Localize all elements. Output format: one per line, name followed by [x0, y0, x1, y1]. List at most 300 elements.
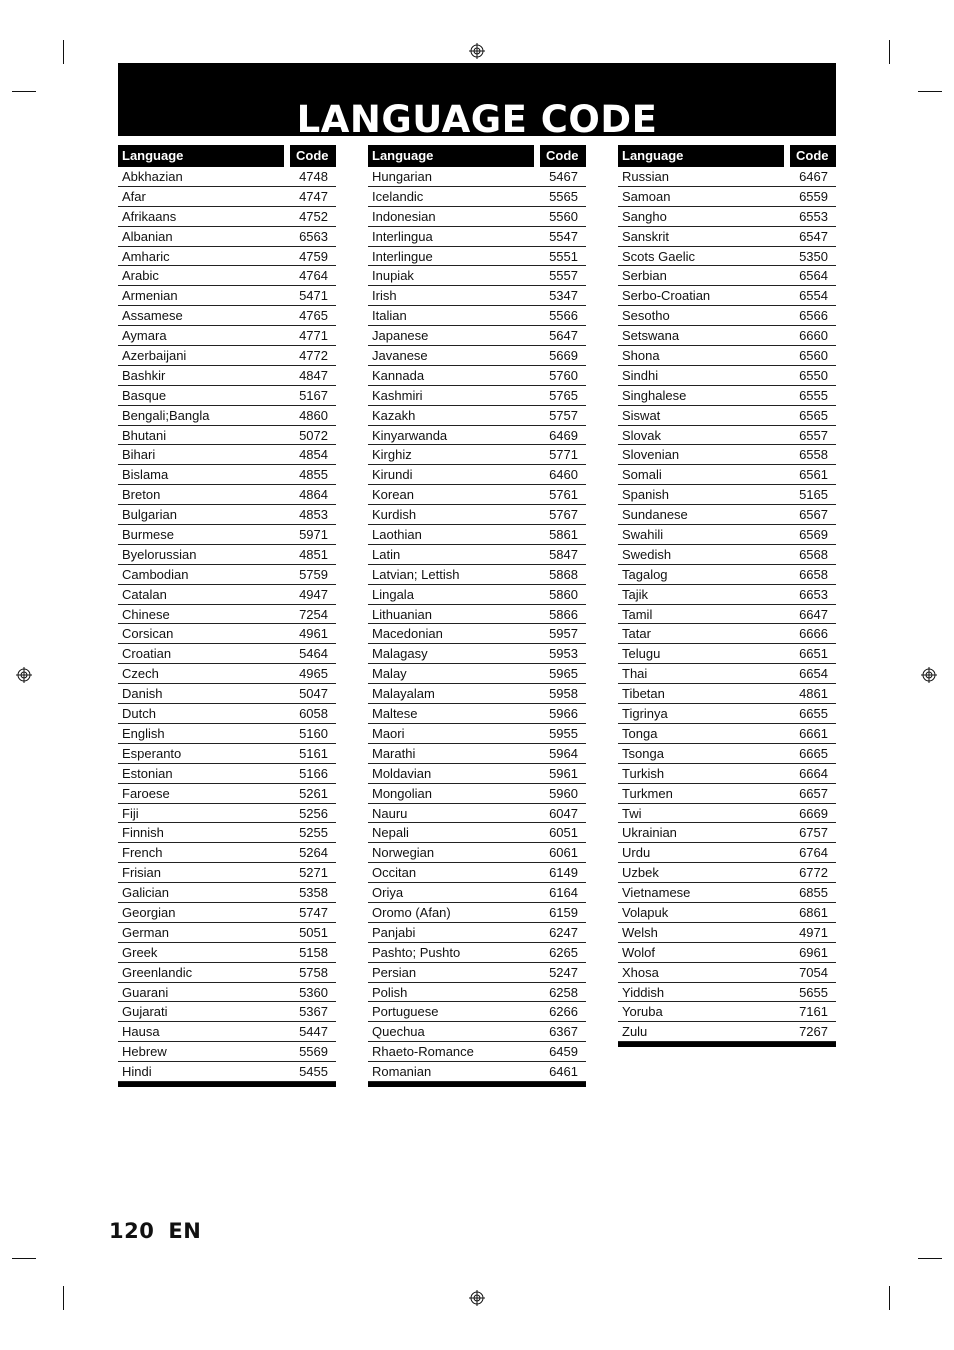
- table-row: [618, 823, 836, 843]
- language-code: 7267: [799, 1024, 828, 1040]
- table-row: [118, 406, 336, 426]
- language-name: Macedonian: [372, 626, 443, 642]
- language-code: 6061: [549, 845, 578, 861]
- language-code: 6658: [799, 566, 828, 582]
- table-row: [368, 426, 586, 446]
- language-name: Malay: [372, 666, 407, 682]
- registration-mark-icon: [469, 1290, 485, 1306]
- language-code: 6258: [549, 984, 578, 1000]
- language-name: German: [122, 924, 169, 940]
- language-name: Xhosa: [622, 964, 659, 980]
- language-code: 5247: [549, 964, 578, 980]
- language-code: 5471: [299, 288, 328, 304]
- language-code: 5860: [549, 586, 578, 602]
- table-row: [368, 923, 586, 943]
- language-code: 5669: [549, 348, 578, 364]
- table-row: [368, 644, 586, 664]
- language-name: Czech: [122, 666, 159, 682]
- language-code: 5964: [549, 745, 578, 761]
- table-row: [368, 306, 586, 326]
- registration-mark-icon: [921, 667, 937, 683]
- language-code: 5765: [549, 387, 578, 403]
- language-code: 6558: [799, 447, 828, 463]
- registration-mark-icon: [469, 43, 485, 59]
- language-code: 5264: [299, 845, 328, 861]
- header-code: Code: [790, 145, 836, 167]
- language-code: 6164: [549, 885, 578, 901]
- language-name: Azerbaijani: [122, 348, 187, 364]
- language-code: 5551: [549, 248, 578, 264]
- language-code: 6047: [549, 805, 578, 821]
- language-name: Moldavian: [372, 765, 432, 781]
- table-row: [118, 664, 336, 684]
- language-name: Welsh: [622, 924, 658, 940]
- table-row: [368, 1022, 586, 1042]
- table-row: [368, 167, 586, 187]
- table-row: [618, 485, 836, 505]
- language-name: Romanian: [372, 1064, 432, 1080]
- language-name: Byelorussian: [122, 546, 197, 562]
- language-name: Serbo-Croatian: [622, 288, 711, 304]
- language-name: Indonesian: [372, 208, 436, 224]
- header-code: Code: [540, 145, 586, 167]
- language-code: 5847: [549, 546, 578, 562]
- table-row: [118, 744, 336, 764]
- language-name: Inupiak: [372, 268, 414, 284]
- table-row: [368, 465, 586, 485]
- language-code: 4855: [299, 467, 328, 483]
- language-code: 5747: [299, 904, 328, 920]
- language-code: 6564: [799, 268, 828, 284]
- table-row: [118, 1002, 336, 1022]
- table-row: [118, 883, 336, 903]
- language-code: 4765: [299, 308, 328, 324]
- language-code: 5566: [549, 308, 578, 324]
- table-row: [118, 585, 336, 605]
- language-name: Singhalese: [622, 387, 687, 403]
- language-name: Breton: [122, 487, 161, 503]
- language-code: 6661: [799, 725, 828, 741]
- language-code: 6051: [549, 825, 578, 841]
- page-title: LANGUAGE CODE: [296, 98, 658, 141]
- crop-mark: [12, 1258, 36, 1259]
- language-name: Norwegian: [372, 845, 435, 861]
- language-code: 5757: [549, 407, 578, 423]
- table-row: [118, 784, 336, 804]
- table-row: [368, 943, 586, 963]
- language-name: Bengali;Bangla: [122, 407, 210, 423]
- language-name: Serbian: [622, 268, 667, 284]
- language-code: 6657: [799, 785, 828, 801]
- language-code: 5560: [549, 208, 578, 224]
- table-row: [118, 286, 336, 306]
- crop-mark: [918, 1258, 942, 1259]
- table-row: [618, 804, 836, 824]
- table-row: [118, 624, 336, 644]
- language-name: Armenian: [122, 288, 178, 304]
- crop-mark: [889, 40, 890, 64]
- language-code: 4861: [799, 686, 828, 702]
- language-name: Spanish: [622, 487, 669, 503]
- table-row: [618, 306, 836, 326]
- language-code: 7054: [799, 964, 828, 980]
- language-name: Laothian: [372, 527, 422, 543]
- language-name: Bislama: [122, 467, 169, 483]
- language-code: 5760: [549, 367, 578, 383]
- language-name: Interlingua: [372, 228, 433, 244]
- table-row: [118, 804, 336, 824]
- language-name: Amharic: [122, 248, 170, 264]
- language-name: Marathi: [372, 745, 416, 761]
- language-name: Pashto; Pushto: [372, 944, 461, 960]
- language-code: 6550: [799, 367, 828, 383]
- table-row: [618, 724, 836, 744]
- language-code: 6568: [799, 546, 828, 562]
- language-code: 6555: [799, 387, 828, 403]
- language-code: 4860: [299, 407, 328, 423]
- table-row: [618, 764, 836, 784]
- language-code: 6565: [799, 407, 828, 423]
- table-row: [618, 843, 836, 863]
- language-name: Yoruba: [622, 1004, 663, 1020]
- table-row: [618, 644, 836, 664]
- language-name: Tatar: [622, 626, 651, 642]
- crop-mark: [63, 1286, 64, 1310]
- table-row: [618, 207, 836, 227]
- language-code: 7161: [799, 1004, 828, 1020]
- table-row: [118, 823, 336, 843]
- table-header: [618, 145, 836, 167]
- table-row: [368, 823, 586, 843]
- table-row: [618, 247, 836, 267]
- table-row: [368, 485, 586, 505]
- language-name: Hebrew: [122, 1044, 167, 1060]
- language-name: Malagasy: [372, 646, 428, 662]
- table-row: [618, 684, 836, 704]
- table-row: [118, 386, 336, 406]
- table-row: [368, 266, 586, 286]
- language-name: Bhutani: [122, 427, 167, 443]
- language-name: Somali: [622, 467, 662, 483]
- language-name: Estonian: [122, 765, 173, 781]
- language-name: Cambodian: [122, 566, 189, 582]
- language-name: Oriya: [372, 885, 404, 901]
- language-code: 5866: [549, 606, 578, 622]
- table-row: [118, 505, 336, 525]
- language-name: Basque: [122, 387, 167, 403]
- language-name: Corsican: [122, 626, 174, 642]
- table-row: [368, 684, 586, 704]
- language-name: Tonga: [622, 725, 658, 741]
- table-row: [368, 903, 586, 923]
- language-name: Kurdish: [372, 507, 417, 523]
- language-name: Catalan: [122, 586, 167, 602]
- table-row: [118, 843, 336, 863]
- language-code: 5051: [299, 924, 328, 940]
- language-code: 6058: [299, 706, 328, 722]
- language-code: 7254: [299, 606, 328, 622]
- table-row: [118, 545, 336, 565]
- language-code: 5868: [549, 566, 578, 582]
- language-code: 5255: [299, 825, 328, 841]
- table-row: [118, 426, 336, 446]
- language-code: 6567: [799, 507, 828, 523]
- language-name: Javanese: [372, 348, 428, 364]
- language-name: Nepali: [372, 825, 409, 841]
- language-code: 5655: [799, 984, 828, 1000]
- table-row: [368, 326, 586, 346]
- language-code: 4847: [299, 367, 328, 383]
- table-row: [118, 565, 336, 585]
- language-code: 4851: [299, 546, 328, 562]
- table-row: [618, 565, 836, 585]
- language-code: 6569: [799, 527, 828, 543]
- language-code: 6772: [799, 865, 828, 881]
- language-code: 6764: [799, 845, 828, 861]
- language-code: 5161: [299, 745, 328, 761]
- language-name: Arabic: [122, 268, 159, 284]
- language-code: 6554: [799, 288, 828, 304]
- language-name: Telugu: [622, 646, 661, 662]
- language-name: Thai: [622, 666, 648, 682]
- language-name: Twi: [622, 805, 642, 821]
- table-header: [118, 145, 336, 167]
- language-name: Hungarian: [372, 169, 432, 184]
- table-row: [618, 525, 836, 545]
- language-name: English: [122, 725, 165, 741]
- language-code: 5958: [549, 686, 578, 702]
- table-row: [118, 983, 336, 1003]
- language-code: 6460: [549, 467, 578, 483]
- language-code: 6655: [799, 706, 828, 722]
- language-name: Samoan: [622, 188, 671, 204]
- crop-mark: [63, 40, 64, 64]
- title-banner: [118, 63, 836, 141]
- table-row: [118, 346, 336, 366]
- table-row: [368, 1002, 586, 1022]
- language-name: Interlingue: [372, 248, 433, 264]
- language-name: Tagalog: [622, 566, 668, 582]
- language-code: 4752: [299, 208, 328, 224]
- language-name: Abkhazian: [122, 169, 183, 184]
- language-name: Bashkir: [122, 367, 166, 383]
- language-code: 6560: [799, 348, 828, 364]
- language-name: Occitan: [372, 865, 417, 881]
- language-code: 4772: [299, 348, 328, 364]
- language-code: 4764: [299, 268, 328, 284]
- language-code: 6559: [799, 188, 828, 204]
- language-name: Esperanto: [122, 745, 182, 761]
- language-name: Irish: [372, 288, 397, 304]
- language-name: Ukrainian: [622, 825, 677, 841]
- table-row: [618, 863, 836, 883]
- table-row: [118, 1062, 336, 1082]
- table-row: [618, 983, 836, 1003]
- language-code: 5271: [299, 865, 328, 881]
- language-code: 5759: [299, 566, 328, 582]
- table-row: [368, 1042, 586, 1062]
- language-name: Kazakh: [372, 407, 416, 423]
- table-row: [118, 1022, 336, 1042]
- language-name: Hindi: [122, 1064, 152, 1080]
- table-row: [618, 784, 836, 804]
- language-code: 6547: [799, 228, 828, 244]
- language-name: Latvian; Lettish: [372, 566, 460, 582]
- language-name: Russian: [622, 169, 669, 184]
- language-name: Burmese: [122, 527, 175, 543]
- language-code: 5767: [549, 507, 578, 523]
- language-code: 6757: [799, 825, 828, 841]
- table-row: [118, 644, 336, 664]
- language-name: Frisian: [122, 865, 162, 881]
- language-code: 5447: [299, 1024, 328, 1040]
- table-row: [368, 744, 586, 764]
- language-code: 5861: [549, 527, 578, 543]
- table-row: [618, 1022, 836, 1042]
- language-code: 6469: [549, 427, 578, 443]
- language-name: Icelandic: [372, 188, 424, 204]
- table-row: [118, 247, 336, 267]
- language-code: 5455: [299, 1064, 328, 1080]
- table-row: [368, 227, 586, 247]
- language-code: 6563: [299, 228, 328, 244]
- language-name: Georgian: [122, 904, 176, 920]
- language-code: 5960: [549, 785, 578, 801]
- language-name: Bulgarian: [122, 507, 177, 523]
- language-name: Kashmiri: [372, 387, 423, 403]
- page-footer: [109, 1219, 215, 1243]
- header-language: Language: [118, 145, 284, 167]
- language-code: 6265: [549, 944, 578, 960]
- table-row: [118, 266, 336, 286]
- language-code: 5367: [299, 1004, 328, 1020]
- language-name: Portuguese: [372, 1004, 439, 1020]
- language-name: Tamil: [622, 606, 653, 622]
- language-name: Greenlandic: [122, 964, 193, 980]
- table-row: [118, 704, 336, 724]
- language-code: 6961: [799, 944, 828, 960]
- language-code: 4759: [299, 248, 328, 264]
- language-name: Italian: [372, 308, 407, 324]
- table-row: [368, 784, 586, 804]
- language-name: Tsonga: [622, 745, 664, 761]
- language-code: 5569: [299, 1044, 328, 1060]
- language-name: Kirundi: [372, 467, 413, 483]
- language-code: 6461: [549, 1064, 578, 1080]
- language-name: Yiddish: [622, 984, 665, 1000]
- table-row: [368, 585, 586, 605]
- crop-mark: [12, 91, 36, 92]
- table-row: [618, 963, 836, 983]
- language-code: 6855: [799, 885, 828, 901]
- table-row: [118, 326, 336, 346]
- language-code: 4965: [299, 666, 328, 682]
- language-name: Kirghiz: [372, 447, 412, 463]
- table-row: [618, 903, 836, 923]
- table-row: [368, 445, 586, 465]
- table-row: [368, 1062, 586, 1082]
- language-name: Bihari: [122, 447, 156, 463]
- table-row: [618, 883, 836, 903]
- language-code: 4748: [299, 169, 328, 184]
- language-code: 6149: [549, 865, 578, 881]
- table-row: [368, 605, 586, 625]
- language-code: 5167: [299, 387, 328, 403]
- table-row: [618, 545, 836, 565]
- language-code: 6664: [799, 765, 828, 781]
- table-row: [618, 704, 836, 724]
- language-table-column-3: [618, 145, 836, 1047]
- language-name: Zulu: [622, 1024, 648, 1040]
- table-row: [118, 863, 336, 883]
- table-row: [368, 406, 586, 426]
- table-row: [118, 445, 336, 465]
- language-code: 5758: [299, 964, 328, 980]
- language-code: 5256: [299, 805, 328, 821]
- language-name: Hausa: [122, 1024, 160, 1040]
- language-name: Kinyarwanda: [372, 427, 448, 443]
- table-row: [118, 724, 336, 744]
- language-code: 5047: [299, 686, 328, 702]
- language-code: 5072: [299, 427, 328, 443]
- table-row: [118, 525, 336, 545]
- language-code: 5971: [299, 527, 328, 543]
- language-code: 5547: [549, 228, 578, 244]
- language-code: 6566: [799, 308, 828, 324]
- language-name: Sangho: [622, 208, 667, 224]
- language-code: 5160: [299, 725, 328, 741]
- language-name: Finnish: [122, 825, 164, 841]
- table-row: [368, 983, 586, 1003]
- table-row: [118, 903, 336, 923]
- table-row: [618, 286, 836, 306]
- language-name: Volapuk: [622, 904, 669, 920]
- table-row: [368, 804, 586, 824]
- language-name: Tibetan: [622, 686, 665, 702]
- language-code: 4971: [799, 924, 828, 940]
- language-code: 4961: [299, 626, 328, 642]
- table-row: [368, 505, 586, 525]
- language-name: Slovenian: [622, 447, 680, 463]
- language-name: Setswana: [622, 328, 680, 344]
- language-code: 5166: [299, 765, 328, 781]
- header-code: Code: [290, 145, 336, 167]
- table-row: [368, 883, 586, 903]
- language-name: Japanese: [372, 328, 429, 344]
- language-name: Turkish: [622, 765, 665, 781]
- language-code: 5165: [799, 487, 828, 503]
- table-row: [368, 187, 586, 207]
- table-row: [618, 605, 836, 625]
- header-language: Language: [618, 145, 784, 167]
- language-code: 6660: [799, 328, 828, 344]
- language-name: Dutch: [122, 706, 156, 722]
- table-row: [618, 346, 836, 366]
- table-row: [618, 943, 836, 963]
- language-name: Korean: [372, 487, 414, 503]
- table-row: [118, 1042, 336, 1062]
- language-code: 5647: [549, 328, 578, 344]
- table-row: [618, 505, 836, 525]
- language-name: Wolof: [622, 944, 655, 960]
- table-row: [118, 207, 336, 227]
- table-row: [618, 664, 836, 684]
- language-code: 4771: [299, 328, 328, 344]
- language-name: Maori: [372, 725, 405, 741]
- language-code: 5557: [549, 268, 578, 284]
- table-row: [368, 286, 586, 306]
- table-row: [118, 684, 336, 704]
